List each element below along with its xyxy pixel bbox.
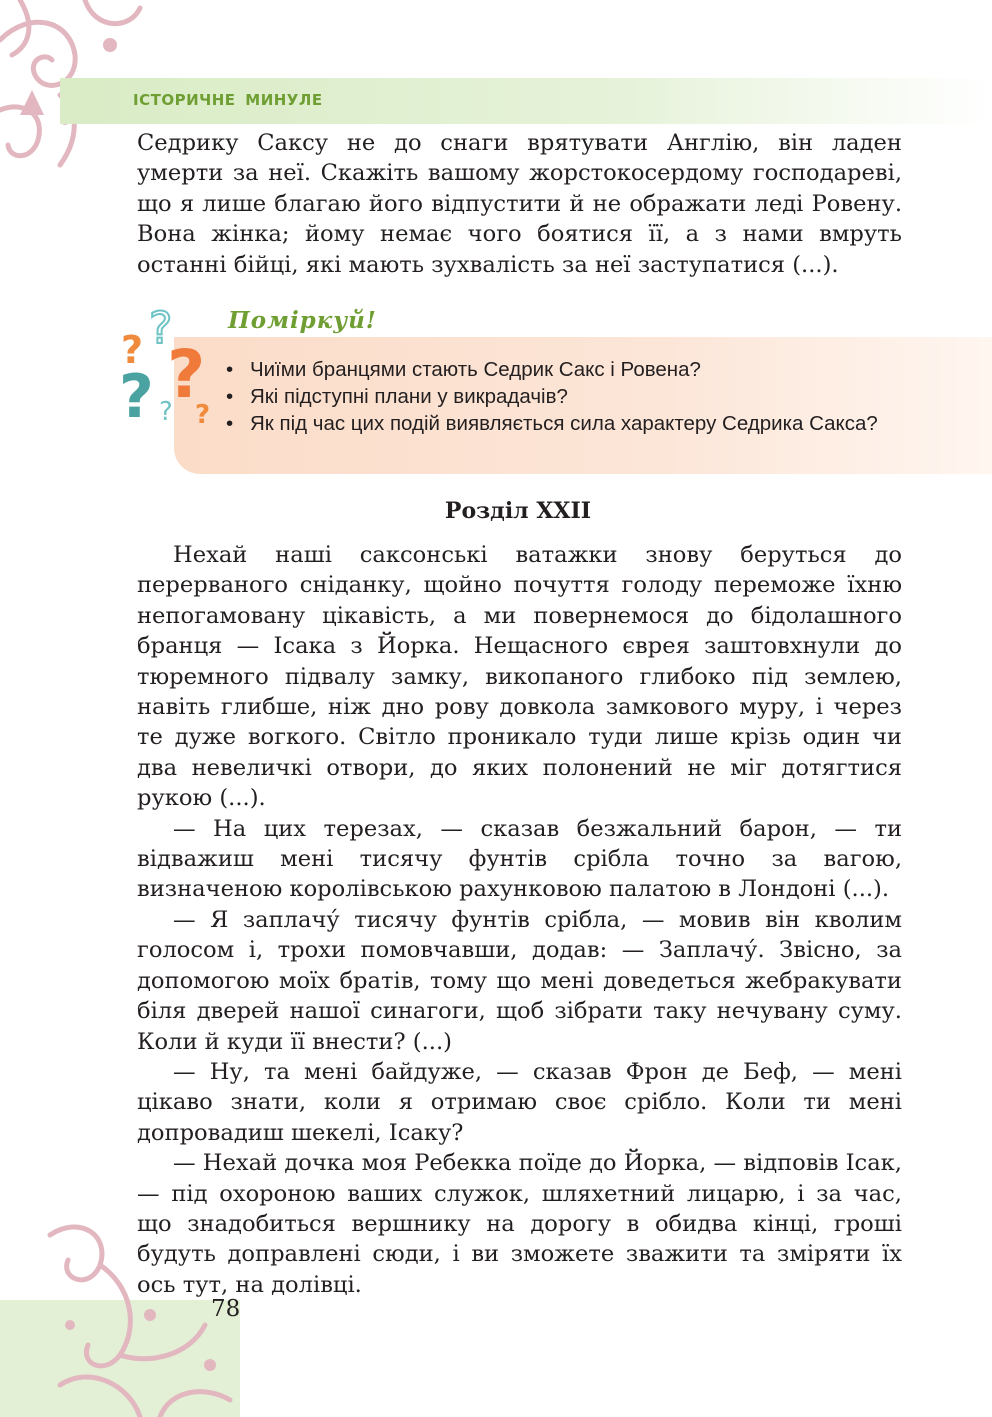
svg-text:?: ? [119,362,154,430]
paragraph: — Ну, та мені байдуже, — сказав Фрон де Беф, — мені цікаво знати, коли я отримаю своє срібло. Коли ти мені допровадиш шекелі, Ісаку? [137,1058,902,1146]
paragraph: Нехай наші саксонські ватажки знову беруться до перерваного сніданку, щойно почуття голоду переможе їхню непогамовану цікавість, а ми повернемося до бідолашного бранця — Ісака з Йорка. Нещасного єврея заштовхнули до тюремного підвалу замку, викопаного глибоко під землею, навіть глибше, ніж дно рову довкола замкового муру, і через те дуже вогкого. Світло проникало туди лише крізь один чи два невеличкі отвори, до яких полонений не міг дотягтися рукою (...). [137,542,902,812]
intro-text [137,128,902,280]
svg-text:?: ? [149,305,173,354]
paragraph: — На цих терезах, — сказав безжальний барон, — ти відважиш мені тисячу фунтів срібла точно за вагою, визначеною королівською рахунковою палатою в Лондоні (...). [137,815,902,903]
think-box-title: Поміркуй! [228,307,377,334]
paragraph: — Я заплачу́ тисячу фунтів срібла, — мовив він кволим голосом і, трохи помовчавши, додав: — Заплачу́. Звісно, за допомогою моїх братів, тому що мені доведеться жебракувати біля дверей нашої синагоги, щоб зібрати таку нечувану суму. Коли й куди її внести? (...) [137,906,902,1055]
question-item: • Чиїми бранцями стають Седрик Сакс і Ровена? [226,356,904,383]
question-item: • Які підступні плани у викрадачів? [226,383,904,410]
question-marks-icon [115,305,225,430]
chapter-title: Розділ XXII [444,498,592,524]
intro-paragraph: Седрику Саксу не до снаги врятувати Англію, він ладен умерти за неї. Скажіть вашому жорстокосердому господареві, що я лише благаю його відпустити й не ображати леді Ровену. Вона жінка; йому немає чого боятися її, а з нами вмруть останні бійці, які мають зухвалість за неї заступатися (...). [137,130,902,278]
svg-text:?: ? [159,397,173,427]
section-title: ІСТОРИЧНЕ МИНУЛЕ [133,91,323,109]
paragraph: — Нехай дочка моя Ребекка поїде до Йорка, — відповів Ісак, — під охороною ваших служок, шляхетний лицарю, і за час, що знадобиться вершнику на дорогу в обидва кінці, гроші будуть доправлені сюди, і ви зможете зважити та зміряти їх ось тут, на долівці. [137,1150,902,1298]
questions-list [226,356,904,437]
svg-text:?: ? [195,400,211,430]
svg-text:?: ? [167,336,206,413]
svg-text:?: ? [121,328,144,372]
question-item: • Як під час цих подій виявляється сила характеру Седрика Сакса? [226,410,904,437]
page-number: 78 [211,1296,241,1322]
corner-ornament-bottom [40,1215,240,1417]
chapter-text [137,540,902,1300]
